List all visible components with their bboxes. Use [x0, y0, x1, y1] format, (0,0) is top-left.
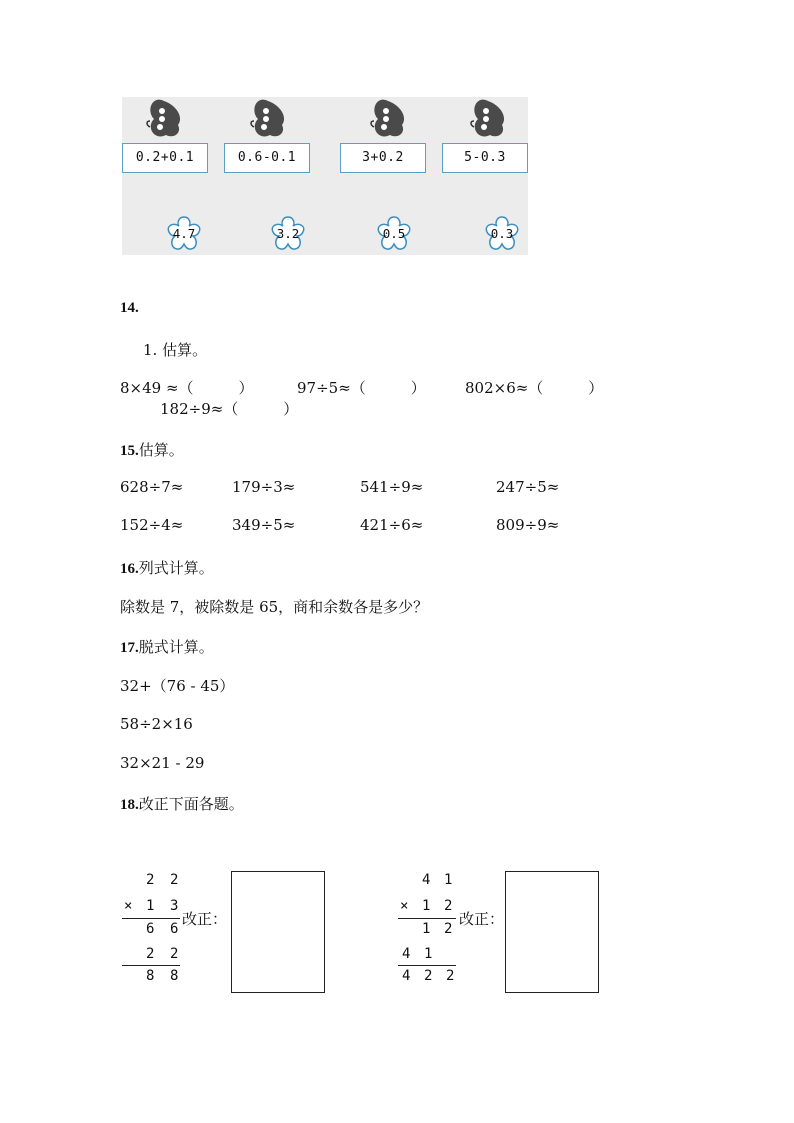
estimate-item: 152÷4≈: [120, 516, 184, 534]
butterfly-icon: [144, 97, 184, 143]
butterfly-icon: [468, 97, 508, 143]
question-title: [120, 557, 214, 578]
estimate-item: 97÷5≈（ ）: [297, 379, 426, 397]
digit: 1: [422, 898, 431, 914]
digit: 1: [444, 872, 453, 888]
expression-card[interactable]: 0.2+0.1: [122, 143, 208, 173]
question-number: 14.: [120, 300, 139, 316]
question-text: 估算。: [138, 441, 184, 459]
correction-box[interactable]: [505, 871, 599, 993]
digit: 4: [402, 968, 411, 984]
divider-line: [398, 965, 456, 966]
digit: 2: [170, 946, 179, 962]
digit: 3: [170, 898, 179, 914]
digit: 2: [170, 872, 179, 888]
question-number: 16.: [120, 561, 139, 577]
digit: 2: [146, 872, 155, 888]
question-number: 18.: [120, 797, 139, 813]
digit: 4: [402, 946, 411, 962]
digit: 1: [424, 946, 433, 962]
question-title: [120, 793, 244, 814]
estimate-item: 421÷6≈: [360, 516, 424, 534]
digit: 8: [146, 968, 155, 984]
answer-flower[interactable]: [268, 214, 308, 254]
answer-flower[interactable]: [482, 214, 522, 254]
expression-card[interactable]: 5-0.3: [442, 143, 528, 173]
question-text: 列式计算。: [138, 559, 214, 577]
flower-value: 3.2: [276, 226, 300, 241]
matching-panel: [122, 97, 528, 255]
correct-label: 改正：: [459, 910, 505, 928]
estimate-item: 247÷5≈: [496, 478, 560, 496]
question-number: 17.: [120, 640, 139, 656]
vertical-calc-right: [398, 870, 468, 990]
digit: 2: [446, 968, 455, 984]
estimate-item: 809÷9≈: [496, 516, 560, 534]
times-sign: ×: [124, 898, 133, 914]
flower-value: 4.7: [172, 226, 196, 241]
question-text: 脱式计算。: [138, 638, 214, 656]
question-title: [120, 636, 214, 657]
digit: 1: [146, 898, 155, 914]
digit: 2: [444, 921, 453, 937]
digit: 2: [424, 968, 433, 984]
digit: 6: [170, 921, 179, 937]
digit: 4: [422, 872, 431, 888]
flower-value: 0.5: [382, 226, 406, 241]
vertical-calc-left: [120, 870, 190, 990]
times-sign: ×: [400, 898, 409, 914]
digit: 8: [170, 968, 179, 984]
digit: 2: [444, 898, 453, 914]
estimate-item: 802×6≈（ ）: [465, 379, 604, 397]
question-title: [120, 439, 184, 460]
estimate-item: 628÷7≈: [120, 478, 184, 496]
estimate-item: 182÷9≈（ ）: [160, 400, 299, 418]
estimate-item: 179÷3≈: [232, 478, 296, 496]
divider-line: [122, 965, 180, 966]
butterfly-icon: [248, 97, 288, 143]
estimate-item: 8×49 ≈（ ）: [120, 379, 254, 397]
correction-box[interactable]: [231, 871, 325, 993]
digit: 2: [146, 946, 155, 962]
calc-item: 32+（76 - 45）: [120, 677, 235, 695]
expression-card[interactable]: 0.6-0.1: [224, 143, 310, 173]
butterfly-icon: [368, 97, 408, 143]
estimate-item: 541÷9≈: [360, 478, 424, 496]
estimate-item: 349÷5≈: [232, 516, 296, 534]
digit: 1: [422, 921, 431, 937]
calc-item: 32×21 - 29: [120, 754, 205, 772]
question-number: 15.: [120, 443, 139, 459]
divider-line: [398, 918, 456, 919]
expression-card[interactable]: 3+0.2: [340, 143, 426, 173]
answer-flower[interactable]: [164, 214, 204, 254]
correct-label: 改正：: [182, 910, 228, 928]
digit: 6: [146, 921, 155, 937]
answer-flower[interactable]: [374, 214, 414, 254]
calc-item: 58÷2×16: [120, 715, 193, 733]
sub-question: 1. 估算。: [143, 341, 208, 359]
question-body: 除数是 7，被除数是 65，商和余数各是多少？: [120, 598, 429, 616]
question-text: 改正下面各题。: [138, 795, 244, 813]
divider-line: [122, 918, 180, 919]
flower-value: 0.3: [490, 226, 514, 241]
